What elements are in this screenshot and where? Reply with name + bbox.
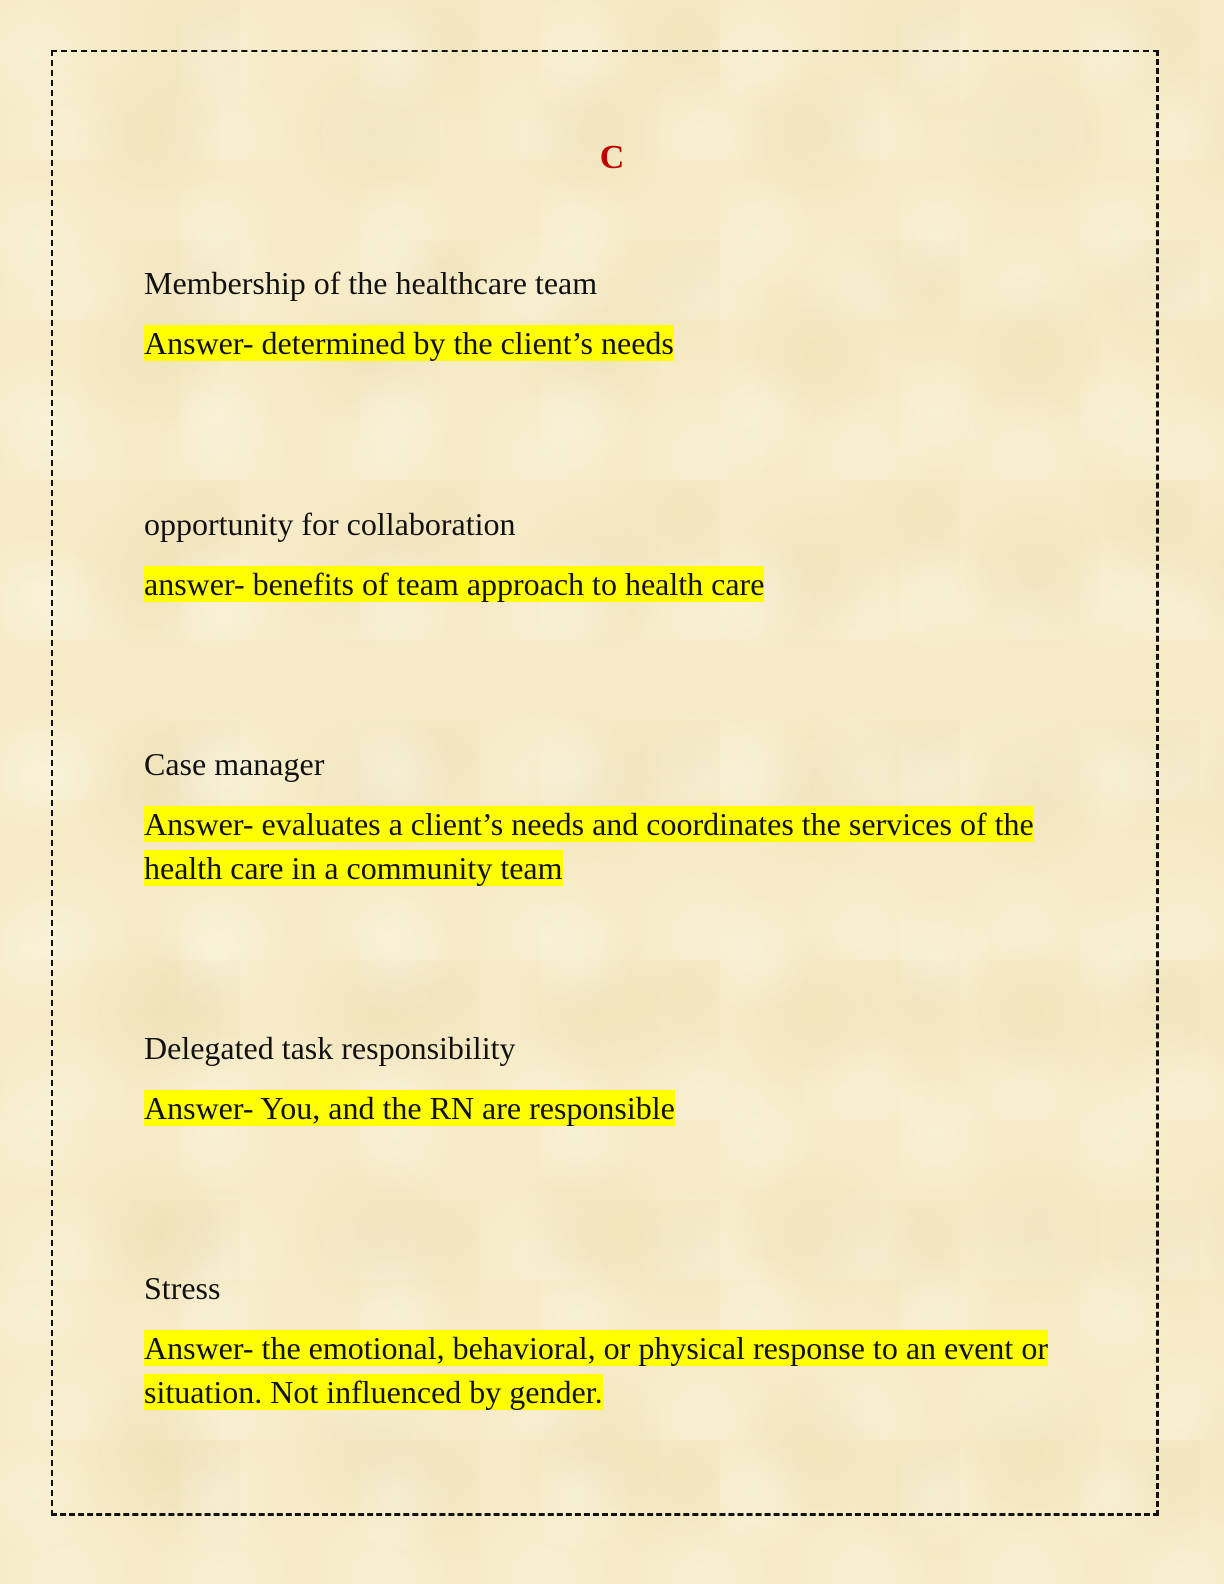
answer-text (144, 321, 1064, 365)
term-text: Stress (144, 1270, 221, 1306)
term-text: opportunity for collaboration (144, 506, 516, 542)
flashcard-case-manager (144, 744, 1064, 890)
flashcard-delegated-task (144, 1028, 1064, 1130)
section-letter: C (599, 139, 625, 176)
answer-highlight: Answer- the emotional, behavioral, or physical response to an event or situation. Not influenced by gender. (144, 1330, 1048, 1410)
flashcard-stress (144, 1268, 1064, 1414)
term-text: Case manager (144, 746, 325, 782)
term-text: Membership of the healthcare team (144, 265, 598, 301)
answer-text (144, 802, 1064, 890)
answer-highlight: Answer- determined by the client’s needs (144, 325, 674, 361)
answer-text (144, 562, 1064, 606)
answer-text (144, 1326, 1064, 1414)
flashcard-membership (144, 263, 1064, 365)
answer-highlight: answer- benefits of team approach to health care (144, 566, 765, 602)
term-text: Delegated task responsibility (144, 1030, 516, 1066)
flashcard-collaboration (144, 504, 1064, 606)
answer-highlight: Answer- evaluates a client’s needs and coordinates the services of the health care in a community team (144, 806, 1034, 886)
answer-text (144, 1086, 1064, 1130)
answer-highlight: Answer- You, and the RN are responsible (144, 1090, 675, 1126)
